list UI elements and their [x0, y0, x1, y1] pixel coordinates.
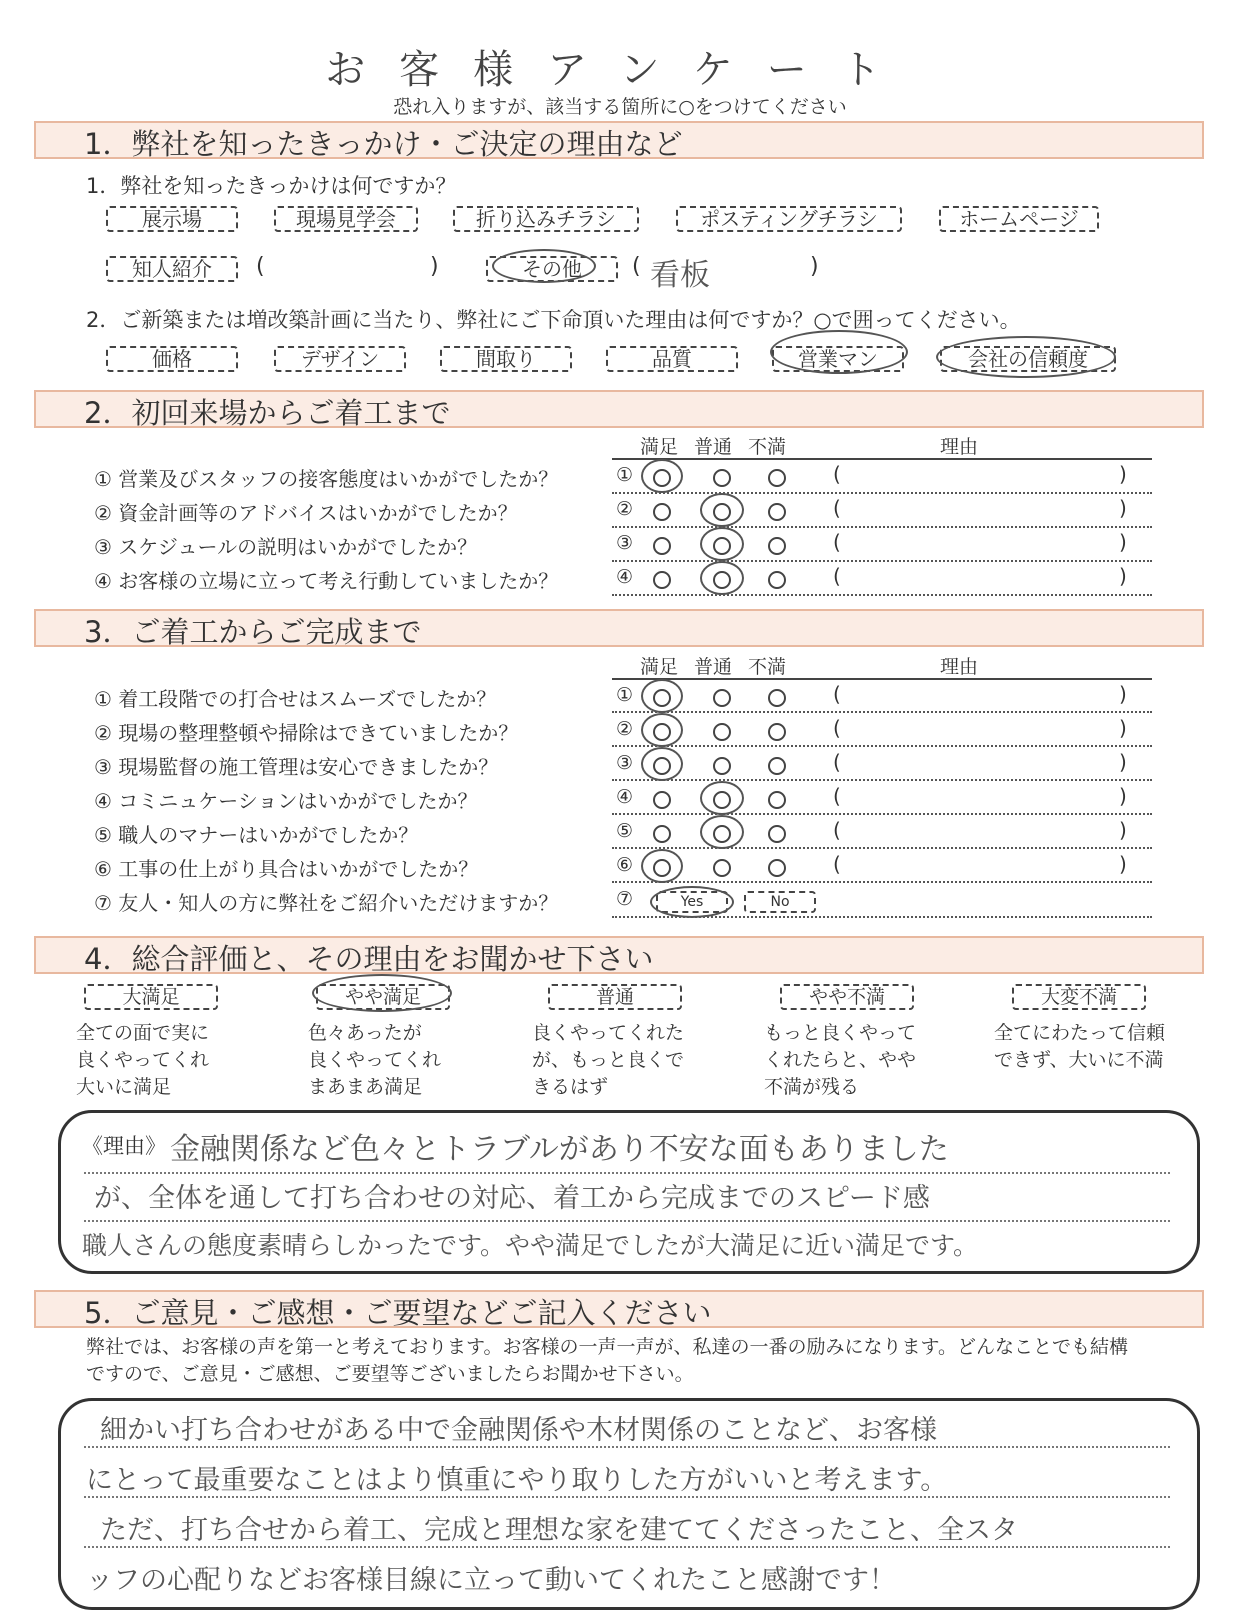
s3-row-rule [612, 711, 1152, 713]
s3-q1-num: ① [616, 684, 634, 706]
s2-q1-normal[interactable] [713, 469, 731, 487]
s2-q3: ③ スケジュールの説明はいかがでしたか？ [94, 535, 478, 559]
section3-title: 3．ご着工からご完成まで [84, 615, 422, 649]
s3-q1: ① 着工段階での打合せはスムーズでしたか？ [94, 687, 497, 711]
eval-normal-desc: 良くやってくれた が、もっと良くで きるはず [532, 1022, 685, 1098]
other-pen-circle [492, 249, 596, 283]
s2-q2-reason-close: ) [1119, 496, 1127, 520]
s3-header-unsatisfied: 不満 [748, 656, 787, 678]
reason-quality[interactable]: 品質 [606, 346, 738, 372]
reason-guideline [84, 1220, 1170, 1222]
s2-q2-reason-open: ( [833, 496, 841, 520]
eval-somewhat-unsatisfied[interactable]: やや不満 [780, 984, 914, 1010]
s3-q1-unsatisfied[interactable] [768, 689, 786, 707]
s3-q3-pen-circle [641, 747, 683, 781]
s3-q5-satisfied[interactable] [653, 825, 671, 843]
s3-q6-pen-circle [641, 849, 683, 883]
section3-band [34, 609, 1204, 647]
s3-q3-unsatisfied[interactable] [768, 757, 786, 775]
s3-q2-normal[interactable] [713, 723, 731, 741]
s3-q6-reason-close: ) [1119, 852, 1127, 876]
s2-header-rule [612, 458, 1152, 460]
s2-q3-pen-circle [700, 527, 744, 561]
q1-text: 1．弊社を知ったきっかけは何ですか？ [86, 174, 457, 198]
s2-q3-satisfied[interactable] [653, 537, 671, 555]
s2-q4: ④ お客様の立場に立って考え行動していましたか？ [94, 569, 559, 593]
s3-q7: ⑦ 友人・知人の方に弊社をご紹介いただけますか？ [94, 891, 559, 915]
section4-band [34, 936, 1204, 974]
s3-q5-reason-close: ) [1119, 818, 1127, 842]
option-other[interactable]: その他 [486, 256, 618, 282]
s3-q3-reason-open: ( [833, 750, 841, 774]
section1-band [34, 121, 1204, 159]
s3-q2-reason-open: ( [833, 716, 841, 740]
s2-row-rule [612, 560, 1152, 562]
s3-q6-normal[interactable] [713, 859, 731, 877]
eval-somewhat-unsatisfied-desc: もっと良くやって くれたらと、やや 不満が残る [764, 1022, 917, 1098]
section2-band [34, 390, 1204, 428]
s3-q4-reason-close: ) [1119, 784, 1127, 808]
s2-q4-reason-close: ) [1119, 564, 1127, 588]
other-paren-close: ) [810, 254, 819, 279]
s3-q4-satisfied[interactable] [653, 791, 671, 809]
sales-rep-pen-circle [770, 330, 908, 374]
s3-q3-num: ③ [616, 752, 634, 774]
section1-title: 1．弊社を知ったきっかけ・ご決定の理由など [84, 127, 683, 161]
eval-normal[interactable]: 普通 [548, 984, 682, 1010]
s3-q1-reason-close: ) [1119, 682, 1127, 706]
s3-q5-unsatisfied[interactable] [768, 825, 786, 843]
s3-header-reason: 理由 [940, 656, 979, 678]
eval-somewhat-satisfied[interactable]: やや満足 [316, 984, 450, 1010]
s2-row-rule [612, 492, 1152, 494]
s2-q2-num: ② [616, 498, 634, 520]
s2-q2-pen-circle [700, 493, 744, 527]
s2-q4-reason-open: ( [833, 564, 841, 588]
section2-title: 2．初回来場からご着工まで [84, 396, 451, 430]
eval-somewhat-satisfied-desc: 色々あったが 良くやってくれ まあまあ満足 [308, 1022, 442, 1098]
s2-q1-reason-close: ) [1119, 462, 1127, 486]
eval-somewhat-satisfied-pen-circle [312, 974, 452, 1012]
s3-q4-reason-open: ( [833, 784, 841, 808]
s2-header-unsatisfied: 不満 [748, 436, 787, 458]
s3-row-rule [612, 916, 1152, 918]
s2-header-normal: 普通 [694, 436, 733, 458]
s3-header-rule [612, 678, 1152, 680]
s2-q1-reason-open: ( [833, 462, 841, 486]
s3-q6: ⑥ 工事の仕上がり具合はいかがでしたか？ [94, 857, 479, 881]
s3-q5-num: ⑤ [616, 820, 634, 842]
s3-q2: ② 現場の整理整頓や掃除はできていましたか？ [94, 721, 519, 745]
s3-q1-normal[interactable] [713, 689, 731, 707]
s3-q2-pen-circle [641, 713, 683, 747]
option-homepage[interactable]: ホームページ [939, 206, 1099, 232]
s3-row-rule [612, 745, 1152, 747]
reason-floorplan[interactable]: 間取り [440, 346, 572, 372]
option-referral[interactable]: 知人紹介 [106, 256, 238, 282]
reason-sales-rep[interactable]: 営業マン [772, 346, 904, 372]
s3-row-rule [612, 881, 1152, 883]
s3-q7-num: ⑦ [616, 888, 634, 910]
reason-guideline [84, 1172, 1170, 1174]
s3-q1-reason-open: ( [833, 682, 841, 706]
option-site-tour[interactable]: 現場見学会 [274, 206, 418, 232]
section5-band [34, 1290, 1204, 1328]
s3-header-satisfied: 満足 [640, 656, 679, 678]
q2-text: 2．ご新築または増改築計画に当たり、弊社にご下命頂いた理由は何ですか？○で囲ってください。 [86, 308, 1021, 332]
s3-q3: ③ 現場監督の施工管理は安心できましたか？ [94, 755, 499, 779]
company-trust-pen-circle [936, 336, 1116, 378]
section5-title: 5．ご意見・ご感想・ご要望などご記入ください [84, 1296, 712, 1330]
eval-very-unsatisfied-desc: 全てにわたって信頼 できず、大いに不満 [994, 1022, 1166, 1071]
s3-q1-pen-circle [641, 679, 683, 713]
eval-very-unsatisfied[interactable]: 大変不満 [1012, 984, 1146, 1010]
reason-company-trust[interactable]: 会社の信頼度 [940, 346, 1116, 372]
referral-paren-open: ( [256, 254, 265, 279]
comment-line-4: ッフの心配りなどお客様目線に立って動いてくれたこと感謝です！ [86, 1565, 896, 1596]
section4-title: 4．総合評価と、その理由をお聞かせ下さい [84, 942, 654, 976]
s3-q5-pen-circle [700, 815, 744, 849]
reason-price[interactable]: 価格 [106, 346, 238, 372]
s3-q3-reason-close: ) [1119, 750, 1127, 774]
survey-subtitle: 恐れ入りますが、該当する箇所に○をつけてください [393, 96, 847, 118]
other-paren-open: ( [632, 254, 641, 279]
s3-q6-num: ⑥ [616, 854, 634, 876]
option-posting-flyer[interactable]: ポスティングチラシ [676, 206, 902, 232]
s3-q5: ⑤ 職人のマナーはいかがでしたか？ [94, 823, 419, 847]
s2-q4-num: ④ [616, 566, 634, 588]
s3-q2-reason-close: ) [1119, 716, 1127, 740]
referral-paren-close: ) [430, 254, 439, 279]
reason-label: 《理由》 [82, 1134, 166, 1158]
eval-very-satisfied-desc: 全ての面で実に 良くやってくれ 大いに満足 [76, 1022, 210, 1098]
s2-q4-satisfied[interactable] [653, 571, 671, 589]
s2-header-satisfied: 満足 [640, 436, 679, 458]
s2-q1: ① 営業及びスタッフの接客態度はいかがでしたか？ [94, 467, 559, 491]
s2-q3-unsatisfied[interactable] [768, 537, 786, 555]
s3-q4: ④ コミニュケーションはいかがでしたか？ [94, 789, 478, 813]
survey-title: お客様アンケート [325, 47, 915, 93]
s2-q3-reason-open: ( [833, 530, 841, 554]
s2-q1-unsatisfied[interactable] [768, 469, 786, 487]
s2-q3-num: ③ [616, 532, 634, 554]
s2-q1-num: ① [616, 464, 634, 486]
reason-line-3: 職人さんの態度素晴らしかったです。やや満足でしたが大満足に近い満足です。 [82, 1231, 979, 1260]
s3-q6-reason-open: ( [833, 852, 841, 876]
comment-line-3: ただ、打ち合せから着工、完成と理想な家を建ててくださったこと、全スタ [100, 1515, 1018, 1546]
s3-q7-no[interactable]: No [744, 891, 816, 913]
s3-q2-num: ② [616, 718, 634, 740]
s2-q1-pen-circle [641, 459, 683, 493]
section5-intro: 弊社では、お客様の声を第一と考えております。お客様の一声一声が、私達の一番の励みになります。どんなことでも結構ですので、ご意見・ご感想、ご要望等ございましたらお聞かせ下さい。 [86, 1336, 1128, 1385]
s3-row-rule [612, 847, 1152, 849]
s3-row-rule [612, 779, 1152, 781]
s2-q4-unsatisfied[interactable] [768, 571, 786, 589]
s3-q5-reason-open: ( [833, 818, 841, 842]
s3-q7-yes[interactable]: Yes [656, 891, 728, 913]
option-insert-flyer[interactable]: 折り込みチラシ [453, 206, 639, 232]
option-showroom[interactable]: 展示場 [106, 206, 238, 232]
s2-row-rule [612, 526, 1152, 528]
s3-q2-unsatisfied[interactable] [768, 723, 786, 741]
s2-header-reason: 理由 [940, 436, 979, 458]
s3-header-normal: 普通 [694, 656, 733, 678]
s3-q4-num: ④ [616, 786, 634, 808]
s2-row-rule [612, 594, 1152, 596]
s3-q4-pen-circle [700, 781, 744, 815]
s3-q6-unsatisfied[interactable] [768, 859, 786, 877]
s3-row-rule [612, 813, 1152, 815]
reason-line-1: 金融関係など色々とトラブルがあり不安な面もありました [170, 1132, 949, 1167]
reason-design[interactable]: デザイン [274, 346, 406, 372]
s2-q2: ② 資金計画等のアドバイスはいかがでしたか？ [94, 501, 518, 525]
s2-q4-pen-circle [700, 561, 744, 595]
s2-q2-unsatisfied[interactable] [768, 503, 786, 521]
s2-q3-reason-close: ) [1119, 530, 1127, 554]
s3-q4-unsatisfied[interactable] [768, 791, 786, 809]
s2-q2-satisfied[interactable] [653, 503, 671, 521]
comment-line-2: にとって最重要なことはより慎重にやり取りした方がいいと考えます。 [86, 1465, 948, 1496]
other-handwritten-answer: 看板 [650, 258, 710, 293]
comment-line-1: 細かい打ち合わせがある中で金融関係や木材関係のことなど、お客様 [100, 1415, 937, 1446]
s3-q3-normal[interactable] [713, 757, 731, 775]
eval-very-satisfied[interactable]: 大満足 [84, 984, 218, 1010]
s3-q7-yes-pen-circle [650, 886, 734, 918]
reason-line-2: が、全体を通して打ち合わせの対応、着工から完成までのスピード感 [94, 1183, 930, 1214]
